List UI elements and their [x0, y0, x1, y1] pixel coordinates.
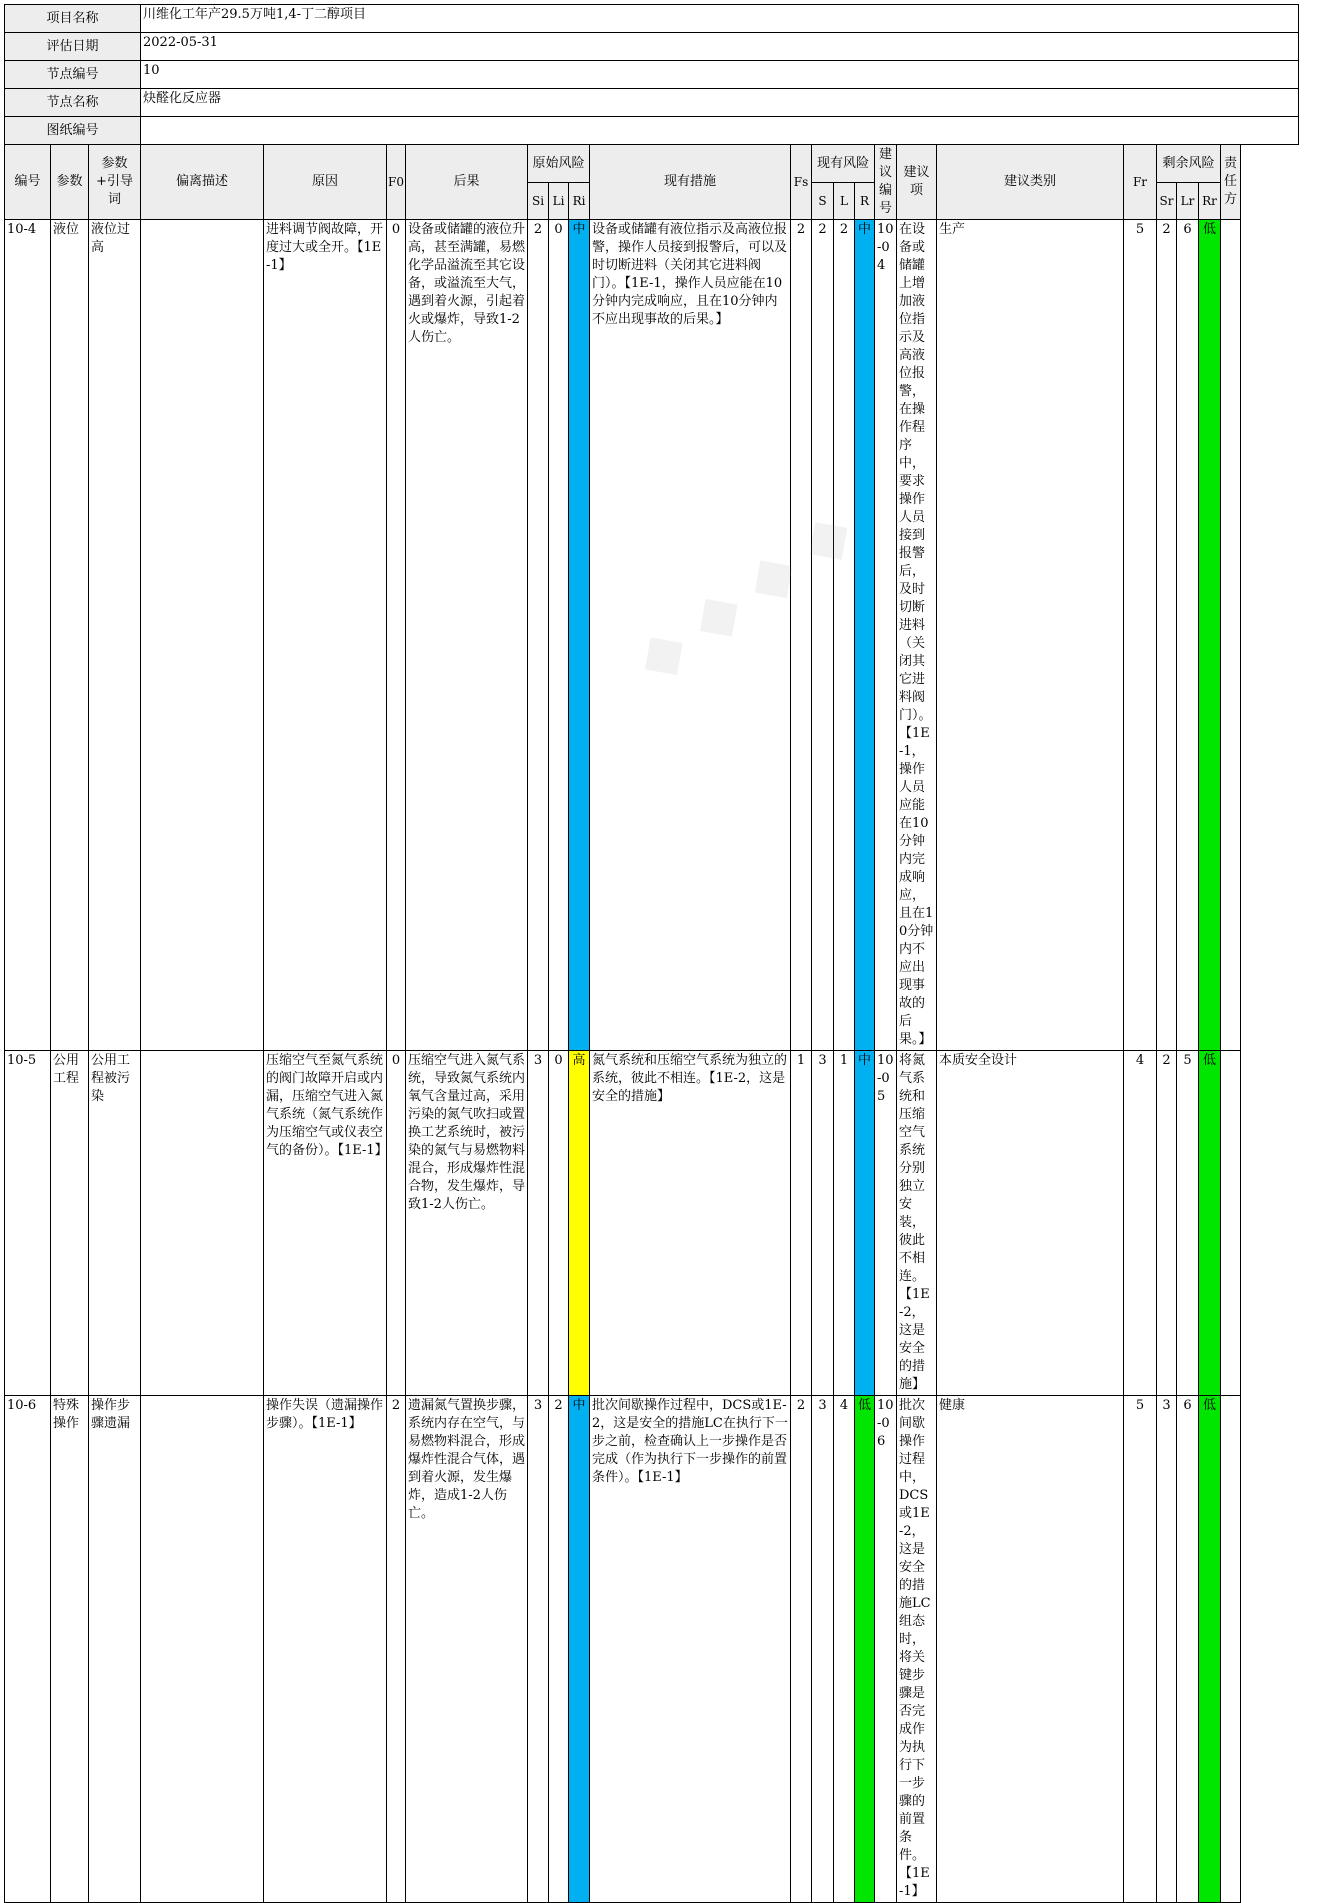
row-owner: [1221, 1396, 1241, 1903]
row-f0: 0: [387, 220, 406, 1051]
row-measures: 批次间歇操作过程中，DCS或1E-2，这是安全的措施LC在执行下一步之前，检查确认上一步操作是否完成（作为执行下一步操作的前置条件）。【1E-1】: [590, 1396, 791, 1903]
row-no: 10-4: [5, 220, 51, 1051]
drawing-label: 图纸编号: [5, 117, 141, 145]
header-deviation: 偏离描述: [141, 145, 264, 220]
watermark: ◆ ◆ ◆ ◆: [622, 495, 865, 695]
row-param: 公用工程: [51, 1051, 89, 1396]
row-ri: 中: [569, 220, 590, 1051]
drawing-value: [141, 117, 1299, 145]
row-li: 0: [549, 220, 569, 1051]
row-measures: 氮气系统和压缩空气系统为独立的系统，彼此不相连。【1E-2，这是安全的措施】: [590, 1051, 791, 1396]
row-consequence: 设备或储罐的液位升高，甚至满罐，易燃化学品溢流至其它设备，或溢流至大气，遇到着火源，引起着火或爆炸，导致1-2人伤亡。: [406, 220, 528, 1051]
row-f0: 2: [387, 1396, 406, 1903]
info-row-node-no: [5, 61, 1299, 89]
header-fs: Fs: [791, 145, 812, 220]
row-consequence: 压缩空气进入氮气系统，导致氮气系统内氧气含量过高，采用污染的氮气吹扫或置换工艺系统时，被污染的氮气与易燃物料混合，形成爆炸性混合物，发生爆炸，导致1-2人伤亡。: [406, 1051, 528, 1396]
info-row-project: [5, 5, 1299, 33]
row-deviation: [141, 220, 264, 1051]
row-lr: 6: [1177, 1396, 1199, 1903]
row-deviation: [141, 1396, 264, 1903]
header-lr: Lr: [1177, 183, 1199, 220]
date-value: 2022-05-31: [141, 33, 1299, 61]
row-rec-type: 生产: [937, 220, 1124, 1051]
header-fr: Fr: [1124, 145, 1157, 220]
row-owner: [1221, 1051, 1241, 1396]
row-rec-no: 10-06: [875, 1396, 897, 1903]
header-rec-no: 建议编号: [875, 145, 897, 220]
row-guide: 公用工程被污染: [89, 1051, 141, 1396]
header-l: L: [834, 183, 855, 220]
row-s: 2: [812, 220, 834, 1051]
row-si: 3: [528, 1051, 549, 1396]
row-l: 1: [834, 1051, 855, 1396]
row-fr: 5: [1124, 1396, 1157, 1903]
header-resid-risk: 剩余风险: [1157, 145, 1221, 183]
header-f0: F0: [387, 145, 406, 220]
header-si: Si: [528, 183, 549, 220]
row-no: 10-5: [5, 1051, 51, 1396]
header-cause: 原因: [264, 145, 387, 220]
row-sr: 2: [1157, 220, 1177, 1051]
header-param: 参数: [51, 145, 89, 220]
header-orig-risk: 原始风险: [528, 145, 590, 183]
header-row: [5, 145, 1299, 183]
row-r: 中: [855, 220, 875, 1051]
header-sr: Sr: [1157, 183, 1177, 220]
date-label: 评估日期: [5, 33, 141, 61]
node-name-label: 节点名称: [5, 89, 141, 117]
row-r: 中: [855, 1051, 875, 1396]
node-no-label: 节点编号: [5, 61, 141, 89]
table-row: [5, 1396, 1299, 1903]
row-li: 2: [549, 1396, 569, 1903]
row-rec: 将氮气系统和压缩空气系统分别独立安装，彼此不相连。【1E-2，这是安全的措施】: [897, 1051, 937, 1396]
header-curr-risk: 现有风险: [812, 145, 875, 183]
header-owner: 责任方: [1221, 145, 1241, 220]
row-r: 低: [855, 1396, 875, 1903]
row-fr: 4: [1124, 1051, 1157, 1396]
row-cause: 压缩空气至氮气系统的阀门故障开启或内漏，压缩空气进入氮气系统（氮气系统作为压缩空气或仪表空气的备份）。【1E-1】: [264, 1051, 387, 1396]
info-row-drawing: [5, 117, 1299, 145]
row-fs: 2: [791, 1396, 812, 1903]
row-fs: 2: [791, 220, 812, 1051]
header-r: R: [855, 183, 875, 220]
row-sr: 3: [1157, 1396, 1177, 1903]
row-consequence: 遗漏氮气置换步骤，系统内存在空气，与易燃物料混合，形成爆炸性混合气体，遇到着火源，发生爆炸，造成1-2人伤亡。: [406, 1396, 528, 1903]
info-row-node-name: [5, 89, 1299, 117]
node-no-value: 10: [141, 61, 1299, 89]
row-si: 2: [528, 220, 549, 1051]
row-lr: 5: [1177, 1051, 1199, 1396]
row-ri: 高: [569, 1051, 590, 1396]
row-guide: 液位过高: [89, 220, 141, 1051]
header-ri: Ri: [569, 183, 590, 220]
header-rec: 建议项: [897, 145, 937, 220]
row-param: 特殊操作: [51, 1396, 89, 1903]
row-rec-no: 10-05: [875, 1051, 897, 1396]
row-param: 液位: [51, 220, 89, 1051]
row-lr: 6: [1177, 220, 1199, 1051]
header-rec-type: 建议类别: [937, 145, 1124, 220]
row-f0: 0: [387, 1051, 406, 1396]
row-no: 10-6: [5, 1396, 51, 1903]
row-si: 3: [528, 1396, 549, 1903]
row-owner: [1221, 220, 1241, 1051]
row-rr: 低: [1199, 1051, 1221, 1396]
header-measures: 现有措施: [590, 145, 791, 220]
row-rr: 低: [1199, 220, 1221, 1051]
row-rr: 低: [1199, 1396, 1221, 1903]
row-rec-type: 健康: [937, 1396, 1124, 1903]
header-no: 编号: [5, 145, 51, 220]
row-deviation: [141, 1051, 264, 1396]
row-fr: 5: [1124, 220, 1157, 1051]
hazop-worksheet: [4, 4, 1299, 1903]
project-label: 项目名称: [5, 5, 141, 33]
row-sr: 2: [1157, 1051, 1177, 1396]
row-s: 3: [812, 1396, 834, 1903]
row-guide: 操作步骤遗漏: [89, 1396, 141, 1903]
header-consequence: 后果: [406, 145, 528, 220]
row-cause: 操作失误（遗漏操作步骤）。【1E-1】: [264, 1396, 387, 1903]
table-row: [5, 1051, 1299, 1396]
header-rr: Rr: [1199, 183, 1221, 220]
row-l: 2: [834, 220, 855, 1051]
node-name-value: 炔醛化反应器: [141, 89, 1299, 117]
row-ri: 中: [569, 1396, 590, 1903]
row-rec: 批次间歇操作过程中，DCS或1E-2，这是安全的措施LC组态时，将关键步骤是否完成作为执行下一步骤的前置条件。【1E-1】: [897, 1396, 937, 1903]
info-row-date: [5, 33, 1299, 61]
row-s: 3: [812, 1051, 834, 1396]
row-li: 0: [549, 1051, 569, 1396]
row-cause: 进料调节阀故障，开度过大或全开。【1E-1】: [264, 220, 387, 1051]
row-measures: 设备或储罐有液位指示及高液位报警，操作人员接到报警后，可以及时切断进料（关闭其它进料阀门）。【1E-1，操作人员应能在10分钟内完成响应，且在10分钟内不应出现事故的后果。】: [590, 220, 791, 1051]
row-rec: 在设备或储罐上增加液位指示及高液位报警，在操作程序中，要求操作人员接到报警后，及时切断进料（关闭其它进料阀门）。【1E-1，操作人员应能在10分钟内完成响应，且在10分钟内不应出现事故的后果。】: [897, 220, 937, 1051]
row-fs: 1: [791, 1051, 812, 1396]
project-value: 川维化工年产29.5万吨1,4-丁二醇项目: [141, 5, 1299, 33]
header-s: S: [812, 183, 834, 220]
row-l: 4: [834, 1396, 855, 1903]
row-rec-no: 10-04: [875, 220, 897, 1051]
table-row: [5, 220, 1299, 1051]
header-param-guide: 参数+引导词: [89, 145, 141, 220]
row-rec-type: 本质安全设计: [937, 1051, 1124, 1396]
header-li: Li: [549, 183, 569, 220]
